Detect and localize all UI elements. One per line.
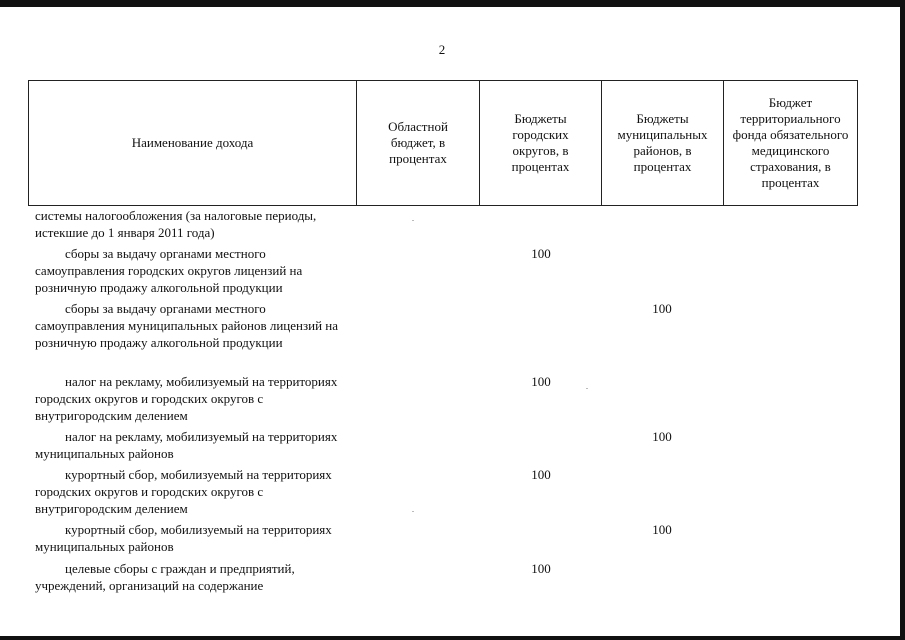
header-regional-budget: Областной бюджет, в процентах (357, 81, 480, 206)
city-budget-value: 100 (531, 374, 551, 389)
row-name: сборы за выдачу органами местного самоуправления городских округов лицензий на розничную продажу алкогольной продукции (35, 246, 303, 295)
scan-border-bottom (0, 636, 905, 640)
header-municipal-budgets: Бюджеты муниципальных районов, в процентах (602, 81, 724, 206)
municipal-budget-value: 100 (652, 429, 672, 444)
city-budget-value: 100 (531, 561, 551, 576)
row-name: системы налогообложения (за налоговые периоды, истекшие до 1 января 2011 года) (35, 208, 317, 240)
row-name: курортный сбор, мобилизуемый на территориях городских округов и городских округов с внутригородским делением (35, 467, 332, 516)
income-table-header (28, 80, 858, 206)
scan-speck (586, 388, 588, 389)
municipal-budget-value: 100 (652, 522, 672, 537)
municipal-budget-value: 100 (652, 301, 672, 316)
header-city-budgets: Бюджеты городских округов, в процентах (480, 81, 602, 206)
scan-border-right (900, 0, 905, 640)
city-budget-value: 100 (531, 467, 551, 482)
row-name: сборы за выдачу органами местного самоуправления муниципальных районов лицензий на розничную продажу алкогольной продукции (35, 301, 339, 350)
scan-border-top (0, 0, 905, 7)
row-name: налог на рекламу, мобилизуемый на территориях городских округов и городских округов с внутригородским делением (35, 374, 338, 423)
city-budget-value: 100 (531, 246, 551, 261)
row-name: целевые сборы с граждан и предприятий, учреждений, организаций на содержание (35, 561, 295, 593)
row-name: курортный сбор, мобилизуемый на территориях муниципальных районов (35, 522, 332, 554)
page-number: 2 (438, 42, 446, 57)
scan-speck (412, 511, 414, 512)
header-income-name: Наименование дохода (29, 81, 357, 206)
header-health-fund-budget: Бюджет территориального фонда обязательного медицинского страхования, в процентах (724, 81, 858, 206)
row-name: налог на рекламу, мобилизуемый на территориях муниципальных районов (35, 429, 338, 461)
scan-speck (412, 220, 414, 221)
